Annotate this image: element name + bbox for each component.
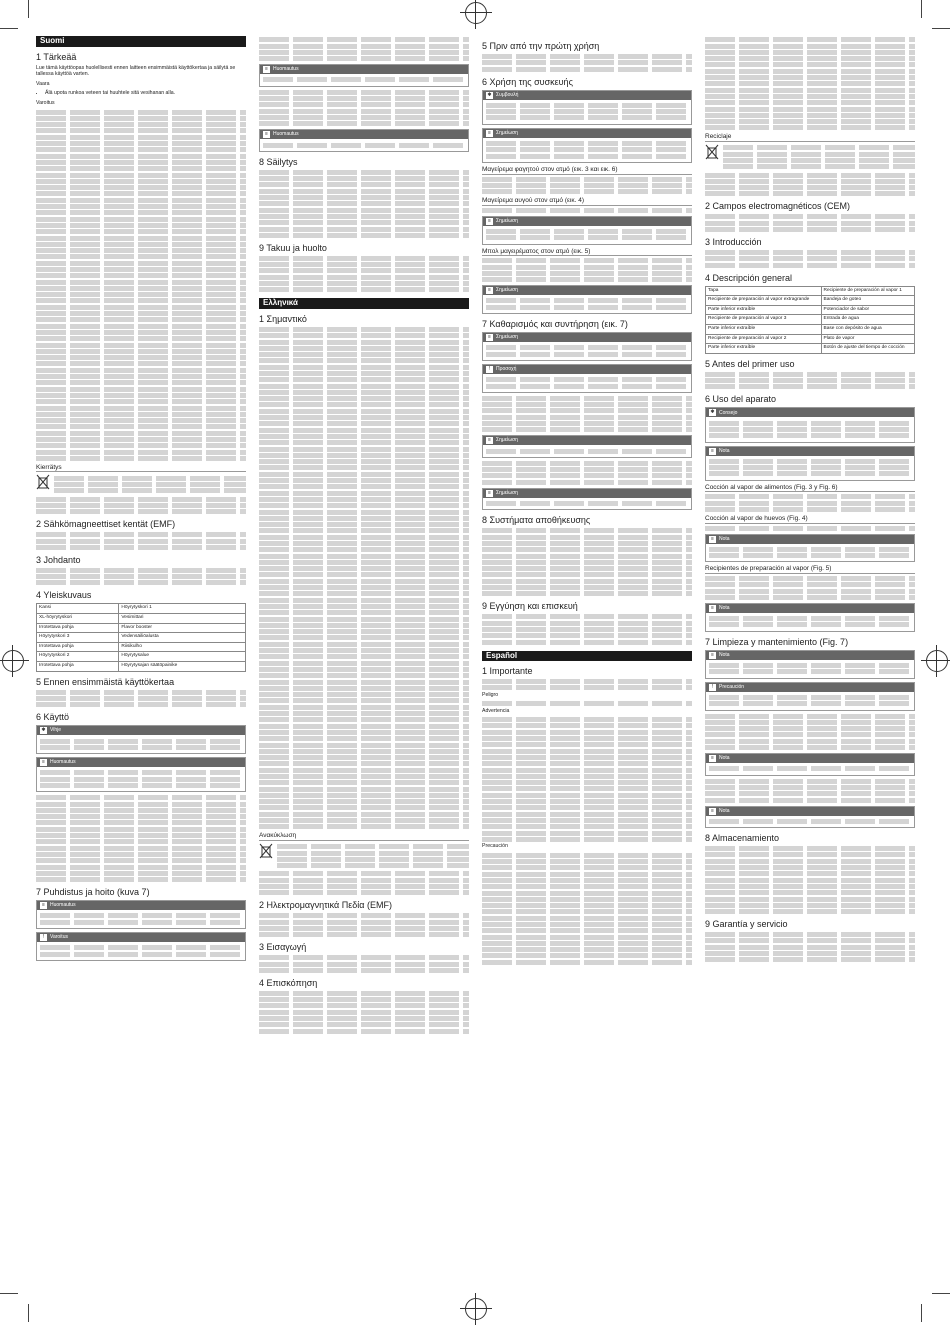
note-label: Nota bbox=[719, 535, 730, 542]
parts-table bbox=[36, 603, 246, 671]
crop-mark bbox=[0, 1293, 18, 1294]
table-cell: Potenciador de sabor bbox=[821, 305, 915, 315]
table-cell: Entrada de agua bbox=[821, 315, 915, 325]
note-icon: ≡ bbox=[486, 218, 493, 225]
crossed-bin-icon bbox=[36, 474, 50, 490]
section-heading: 3 Introducción bbox=[705, 237, 762, 248]
warning-label: Varoitus bbox=[36, 99, 55, 106]
note-box bbox=[36, 900, 246, 929]
danger-label: Vaara bbox=[36, 80, 50, 87]
tip-icon: ✱ bbox=[710, 409, 715, 416]
note-box bbox=[705, 753, 915, 776]
section-heading: 4 Yleiskuvaus bbox=[36, 590, 92, 601]
warning-label: Προσοχή bbox=[496, 366, 517, 373]
note-label: Nota bbox=[719, 651, 730, 658]
section-heading: 8 Säilytys bbox=[259, 156, 298, 167]
tip-box bbox=[36, 725, 246, 754]
language-bar-greek: Ελληνικά bbox=[259, 298, 469, 309]
table-cell: Parte inferior extraíble bbox=[706, 305, 822, 315]
subheading: Reciclaje bbox=[705, 134, 915, 142]
tip-label: Vihje bbox=[50, 727, 62, 734]
note-box bbox=[705, 603, 915, 632]
subheading: Μαγείρεμα φαγητού στον ατμό (εικ. 3 και εικ. 6) bbox=[482, 167, 692, 175]
table-cell: Höyrytyskori 3 bbox=[37, 633, 119, 643]
section-heading: 5 Ennen ensimmäistä käyttökertaa bbox=[36, 676, 175, 687]
note-icon: ≡ bbox=[40, 759, 47, 766]
table-cell: Flavor booster bbox=[119, 623, 246, 633]
section-heading: 5 Πριν από την πρώτη χρήση bbox=[482, 41, 600, 51]
table-cell: Recipiente de preparación al vapor 1 bbox=[821, 286, 915, 296]
column-finnish bbox=[36, 36, 246, 964]
column-spanish bbox=[705, 36, 915, 964]
warning-icon: ! bbox=[40, 934, 47, 941]
section-heading: 8 Almacenamiento bbox=[705, 833, 780, 844]
warning-box bbox=[705, 682, 915, 711]
subheading: Ανακύκλωση bbox=[259, 833, 469, 841]
subheading: Cocción al vapor de huevos (Fig. 4) bbox=[705, 516, 915, 524]
crop-mark bbox=[28, 0, 29, 18]
subheading: Recipientes de preparación al vapor (Fig. 5) bbox=[705, 566, 915, 574]
note-box bbox=[482, 435, 692, 458]
language-bar-finnish: Suomi bbox=[36, 36, 246, 47]
crop-mark bbox=[0, 28, 18, 29]
note-label: Σημείωση bbox=[496, 334, 518, 341]
table-cell: Irrotettava pohja bbox=[37, 623, 119, 633]
section-heading: 5 Antes del primer uso bbox=[705, 358, 795, 369]
subheading: Kierrätys bbox=[36, 465, 246, 473]
column-greek-spanish bbox=[482, 36, 692, 966]
note-icon: ≡ bbox=[486, 287, 493, 294]
table-cell: Höyrytysajan säätöpainike bbox=[119, 662, 246, 672]
warning-label: Varoitus bbox=[50, 934, 68, 941]
subheading: Μπολ μαγειρέματος στον ατμό (εικ. 5) bbox=[482, 249, 692, 257]
crop-mark bbox=[932, 28, 950, 29]
note-label: Σημείωση bbox=[496, 129, 518, 136]
section-heading: 9 Εγγύηση και επισκευή bbox=[482, 601, 578, 612]
note-box bbox=[705, 534, 915, 563]
registration-mark bbox=[465, 1298, 487, 1320]
section-heading: 9 Garantía y servicio bbox=[705, 919, 788, 930]
crossed-bin-icon bbox=[259, 843, 273, 859]
table-cell: Recipiente de preparación al vapor extragrande bbox=[706, 296, 822, 306]
section-heading: 1 Tärkeää bbox=[36, 51, 77, 62]
table-cell: Vesimittari bbox=[119, 614, 246, 624]
note-label: Σημείωση bbox=[496, 287, 518, 294]
tip-box bbox=[705, 407, 915, 442]
danger-list bbox=[36, 90, 246, 97]
warning-icon: ! bbox=[486, 366, 493, 373]
subheading: Cocción al vapor de alimentos (Fig. 3 y Fig. 6) bbox=[705, 485, 915, 493]
table-cell: Base con depósito de agua bbox=[821, 324, 915, 334]
note-box bbox=[705, 446, 915, 481]
warning-icon: ! bbox=[709, 684, 716, 691]
recycle-block bbox=[259, 843, 469, 869]
note-label: Huomautus bbox=[50, 759, 76, 766]
warning-label: Precaución bbox=[719, 683, 745, 690]
section-heading: 1 Σημαντικό bbox=[259, 313, 307, 324]
danger-label: Peligro bbox=[482, 691, 499, 698]
note-icon: ≡ bbox=[709, 652, 716, 659]
crop-mark bbox=[28, 1304, 29, 1322]
tip-label: Συμβουλή bbox=[496, 91, 519, 98]
table-cell: Kansi bbox=[37, 604, 119, 614]
note-box bbox=[259, 64, 469, 87]
section-heading: 3 Εισαγωγή bbox=[259, 942, 307, 953]
note-box bbox=[36, 757, 246, 792]
section-heading: 7 Καθαρισμός και συντήρηση (εικ. 7) bbox=[482, 319, 628, 330]
section-heading: 7 Limpieza y mantenimiento (Fig. 7) bbox=[705, 636, 849, 647]
warning-label: Advertencia bbox=[482, 707, 510, 714]
section-heading: 1 Importante bbox=[482, 666, 533, 677]
section-heading: 2 Campos electromagnéticos (CEM) bbox=[705, 201, 851, 212]
crop-mark bbox=[921, 0, 922, 18]
table-cell: Recipiente de preparación al vapor 2 bbox=[706, 334, 822, 344]
column-finnish-greek bbox=[259, 36, 469, 1035]
intro-text: Lue tämä käyttöopas huolellisesti ennen laitteen ensimmäistä käyttökertaa ja säilytä se tallessa käyttöä varten. bbox=[36, 64, 236, 78]
note-label: Huomautus bbox=[50, 902, 76, 909]
table-cell: Parte inferior extraíble bbox=[706, 344, 822, 354]
section-heading: 4 Descripción general bbox=[705, 272, 793, 283]
note-icon: ≡ bbox=[709, 808, 716, 815]
tip-label: Consejo bbox=[719, 409, 738, 416]
note-box bbox=[705, 650, 915, 679]
text-block bbox=[36, 110, 246, 461]
note-box bbox=[482, 216, 692, 245]
note-label: Nota bbox=[719, 755, 730, 762]
note-box bbox=[482, 488, 692, 511]
parts-table bbox=[705, 286, 915, 354]
note-icon: ≡ bbox=[486, 490, 493, 497]
crossed-bin-icon bbox=[705, 144, 719, 160]
section-heading: 3 Johdanto bbox=[36, 554, 81, 565]
tip-icon: ✱ bbox=[41, 727, 46, 734]
table-cell: Irrotettava pohja bbox=[37, 642, 119, 652]
note-label: Σημείωση bbox=[496, 489, 518, 496]
section-heading: 2 Sähkömagneettiset kentät (EMF) bbox=[36, 519, 176, 530]
note-icon: ≡ bbox=[709, 755, 716, 762]
registration-mark bbox=[465, 2, 487, 24]
section-heading: 6 Käyttö bbox=[36, 712, 70, 723]
note-label: Huomautus bbox=[273, 66, 299, 73]
recycle-block bbox=[705, 144, 915, 170]
registration-mark bbox=[926, 650, 948, 672]
subheading: Μαγείρεμα αυγού στον ατμό (εικ. 4) bbox=[482, 198, 692, 206]
list-item: • Älä upota runkoa veteen tai huuhtele sitä vesihanan alla. bbox=[45, 90, 246, 97]
note-label: Huomautus bbox=[273, 131, 299, 138]
tip-box bbox=[482, 90, 692, 125]
note-box bbox=[705, 806, 915, 829]
table-cell: Bandeja de goteo bbox=[821, 296, 915, 306]
table-cell: Tapa bbox=[706, 286, 822, 296]
note-icon: ≡ bbox=[486, 437, 493, 444]
note-icon: ≡ bbox=[263, 66, 270, 73]
note-label: Σημείωση bbox=[496, 437, 518, 444]
section-heading: 8 Συστήματα αποθήκευσης bbox=[482, 515, 591, 526]
table-cell: Recipiente de preparación al vapor 3 bbox=[706, 315, 822, 325]
section-heading: 2 Ηλεκτρομαγνητικά Πεδία (EMF) bbox=[259, 900, 392, 911]
note-label: Σημείωση bbox=[496, 217, 518, 224]
tip-icon: ✱ bbox=[487, 91, 492, 98]
registration-mark bbox=[2, 650, 24, 672]
note-box bbox=[482, 332, 692, 361]
recycle-block bbox=[36, 474, 246, 494]
section-heading: 6 Uso del aparato bbox=[705, 394, 777, 405]
table-cell: Höyrytysalue bbox=[119, 652, 246, 662]
table-cell: Riisikulho bbox=[119, 642, 246, 652]
note-icon: ≡ bbox=[486, 130, 493, 137]
section-heading: 4 Επισκόπηση bbox=[259, 977, 318, 988]
note-icon: ≡ bbox=[709, 448, 716, 455]
note-box bbox=[482, 285, 692, 314]
table-cell: Botón de ajuste del tiempo de cocción bbox=[821, 344, 915, 354]
note-label: Nota bbox=[719, 447, 730, 454]
warning-box bbox=[36, 932, 246, 961]
caution-label: Precaución bbox=[482, 843, 508, 850]
table-cell: XL-höyrytyskori bbox=[37, 614, 119, 624]
crop-mark bbox=[932, 1293, 950, 1294]
note-box bbox=[259, 129, 469, 152]
table-cell: Höyrytyskori 2 bbox=[37, 652, 119, 662]
crop-mark bbox=[921, 1304, 922, 1322]
note-icon: ≡ bbox=[486, 334, 493, 341]
table-cell: Plato de vapor bbox=[821, 334, 915, 344]
note-label: Nota bbox=[719, 605, 730, 612]
note-label: Nota bbox=[719, 807, 730, 814]
note-icon: ≡ bbox=[709, 605, 716, 612]
section-heading: 7 Puhdistus ja hoito (kuva 7) bbox=[36, 887, 150, 898]
table-cell: Irrotettava pohja bbox=[37, 662, 119, 672]
warning-box bbox=[482, 364, 692, 393]
note-icon: ≡ bbox=[709, 536, 716, 543]
table-cell: Höyrytyskori 1 bbox=[119, 604, 246, 614]
note-box bbox=[482, 128, 692, 163]
table-cell: Vedensäiliöalusta bbox=[119, 633, 246, 643]
language-bar-spanish: Español bbox=[482, 651, 692, 662]
section-heading: 9 Takuu ja huolto bbox=[259, 242, 327, 253]
table-cell: Parte inferior extraíble bbox=[706, 324, 822, 334]
note-icon: ≡ bbox=[263, 131, 270, 138]
note-icon: ≡ bbox=[40, 902, 47, 909]
section-heading: 6 Χρήση της συσκευής bbox=[482, 76, 573, 87]
